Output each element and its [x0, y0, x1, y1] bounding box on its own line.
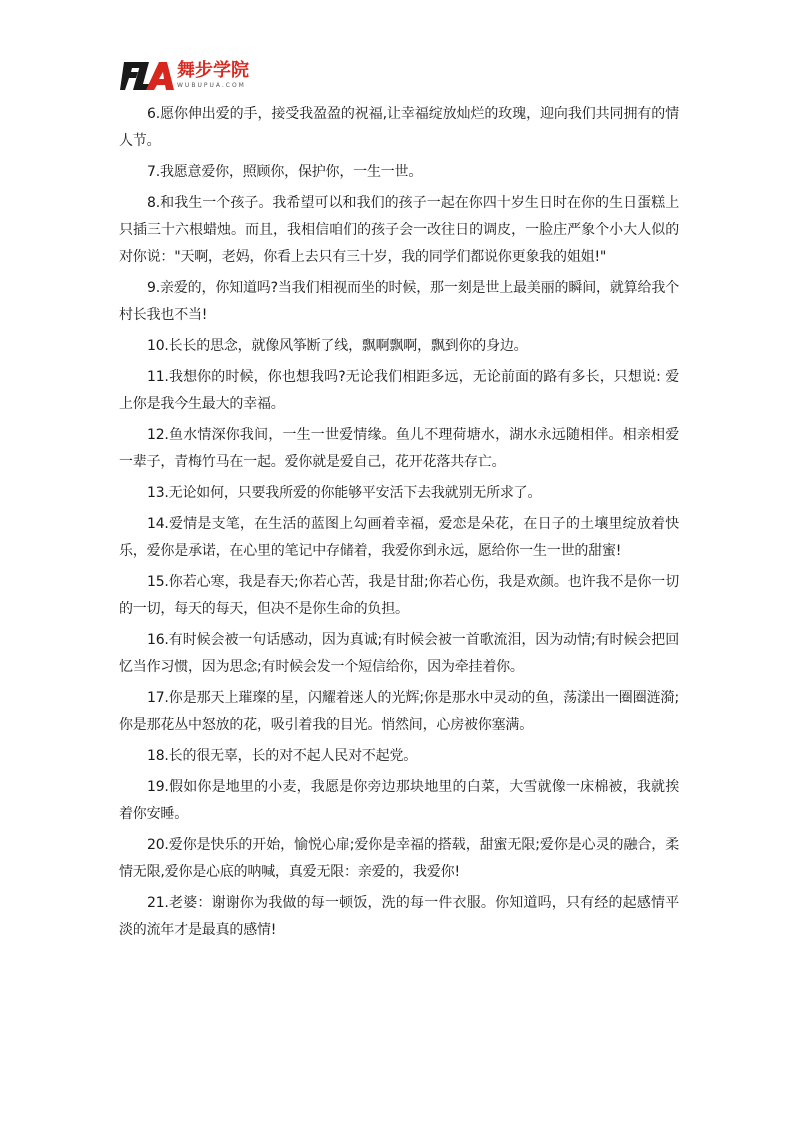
paragraph-9: 9.亲爱的，你知道吗?当我们相视而坐的时候，那一刻是世上最美丽的瞬间，就算给我个村长我也不当! — [119, 280, 679, 323]
paragraph-12: 12.鱼水情深你我间，一生一世爱情缘。鱼儿不理荷塘水，湖水永远随相伴。相亲相爱一辈子，青梅竹马在一起。爱你就是爱自己，花开花落共存亡。 — [119, 427, 679, 470]
logo-brand-text: 舞步学院 — [177, 60, 249, 81]
paragraph-16: 16.有时候会被一句话感动，因为真诚;有时候会被一首歌流泪，因为动情;有时候会把回忆当作习惯，因为思念;有时候会发一个短信给你，因为牵挂着你。 — [119, 632, 679, 675]
paragraph-19: 19.假如你是地里的小麦，我愿是你旁边那块地里的白菜，大雪就像一床棉被，我就挨着你安睡。 — [119, 779, 679, 822]
paragraph-17: 17.你是那天上璀璨的星，闪耀着迷人的光辉;你是那水中灵动的鱼，荡漾出一圈圈涟漪;你是那花丛中怒放的花，吸引着我的目光。悄然间，心房被你塞满。 — [119, 690, 679, 733]
paragraph-8: 8.和我生一个孩子。我希望可以和我们的孩子一起在你四十岁生日时在你的生日蛋糕上只插三十六根蜡烛。而且，我相信咱们的孩子会一改往日的调皮，一脸庄严象个小大人似的对你说："天啊，老妈，你看上去只有三十岁，我的同学们都说你更象我的姐姐!" — [119, 195, 679, 265]
paragraph-15: 15.你若心寒，我是春天;你若心苦，我是甘甜;你若心伤，我是欢颜。也许我不是你一切的一切，每天的每天，但决不是你生命的负担。 — [119, 574, 679, 617]
logo-sub-text: WUBUPUA.COM — [177, 82, 246, 89]
paragraph-7: 7.我愿意爱你，照顾你，保护你，一生一世。 — [147, 164, 423, 180]
logo-letter-a — [146, 62, 174, 90]
paragraph-10: 10.长长的思念，就像风筝断了线，飘啊飘啊，飘到你的身边。 — [147, 338, 528, 354]
paragraph-18: 18.长的很无辜，长的对不起人民对不起党。 — [147, 748, 418, 764]
paragraph-21: 21.老婆：谢谢你为我做的每一顿饭，洗的每一件衣服。你知道吗，只有经的起感情平淡的流年才是最真的感情! — [119, 895, 679, 938]
paragraph-14: 14.爱情是支笔，在生活的蓝图上勾画着幸福，爱恋是朵花，在日子的土壤里绽放着快乐，爱你是承诺，在心里的笔记中存储着，我爱你到永远，愿给你一生一世的甜蜜! — [119, 516, 679, 559]
paragraph-20: 20.爱你是快乐的开始，愉悦心扉;爱你是幸福的搭载，甜蜜无限;爱你是心灵的融合，柔情无限,爱你是心底的呐喊，真爱无限：亲爱的，我爱你! — [119, 837, 679, 880]
document-body — [119, 101, 679, 948]
paragraph-6: 6.愿你伸出爱的手，接受我盈盈的祝福,让幸福绽放灿烂的玫瑰，迎向我们共同拥有的情人节。 — [119, 106, 679, 149]
brand-logo — [119, 60, 269, 94]
paragraph-13: 13.无论如何，只要我所爱的你能够平安活下去我就别无所求了。 — [147, 485, 542, 501]
paragraph-11: 11.我想你的时候，你也想我吗?无论我们相距多远，无论前面的路有多长，只想说: 爱上你是我今生最大的幸福。 — [119, 369, 679, 412]
